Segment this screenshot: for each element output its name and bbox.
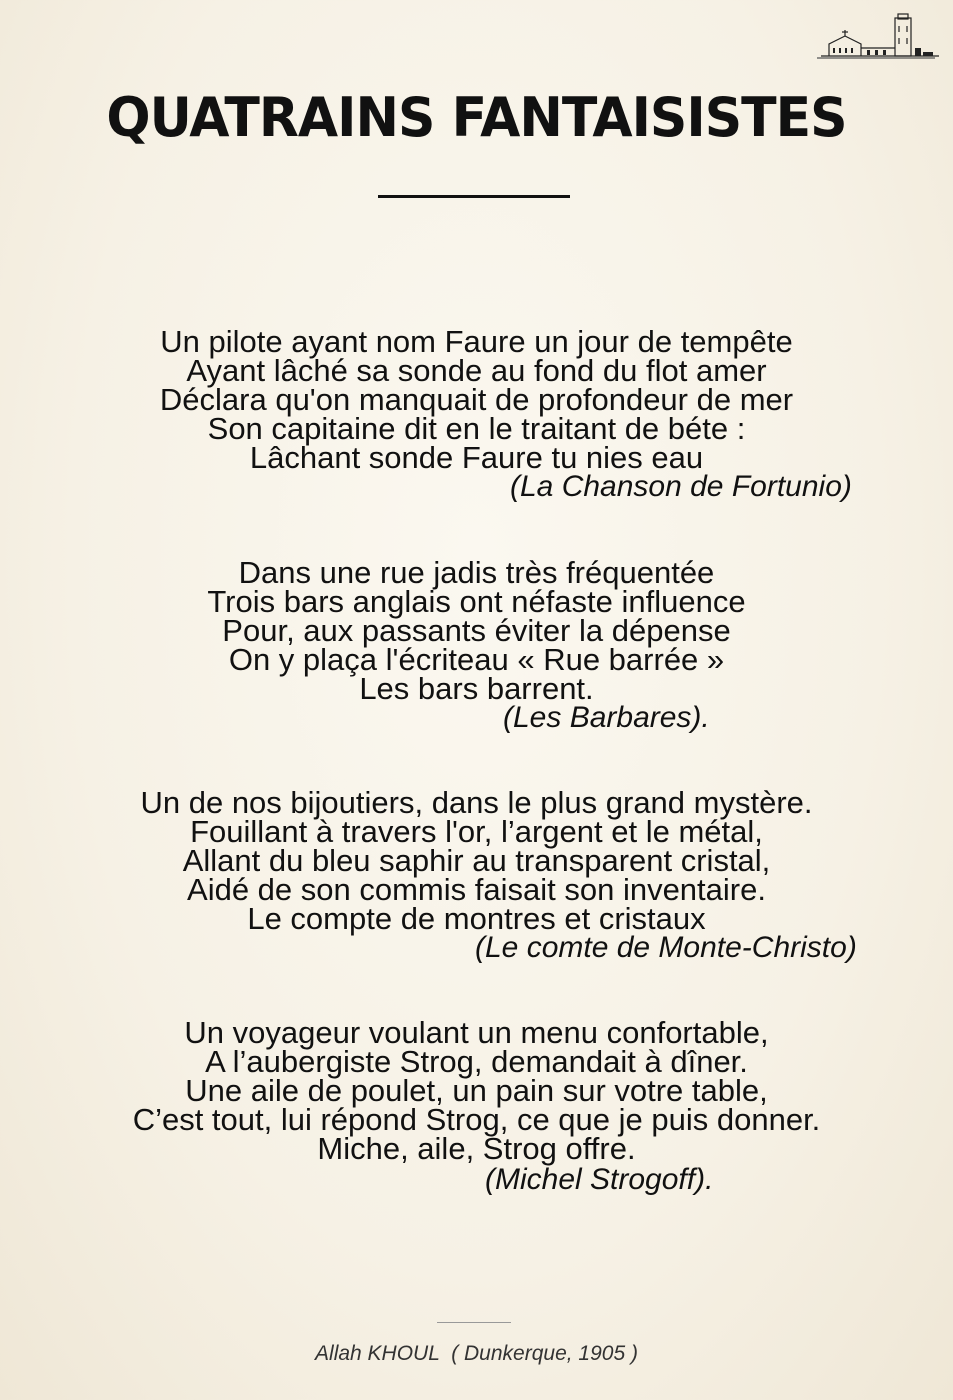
poem-line: Une aile de poulet, un pain sur votre table, [185,1073,768,1108]
poem-line: Aidé de son commis faisait son inventaire. [187,872,766,907]
poem-line: Dans une rue jadis très fréquentée [238,555,715,590]
poem-source: (Les Barbares). [503,701,710,734]
poem-line: Trois bars anglais ont néfaste influence [207,584,746,619]
poem-line: Le compte de montres et cristaux [247,901,706,936]
poem-4 [0,1015,953,1196]
poem-2 [0,555,953,734]
poem-line: Fouillant à travers l'or, l’argent et le métal, [190,814,763,849]
poem-line: Allant du bleu saphir au transparent cristal, [182,843,771,878]
page-title: QUATRAINS FANTAISISTES [106,86,847,150]
church-logo [815,12,941,60]
poem-line: C’est tout, lui répond Strog, ce que je puis donner. [132,1102,821,1137]
poem-3 [0,785,953,964]
poem-source: (La Chanson de Fortunio) [510,470,852,503]
footer-divider [437,1322,511,1323]
poem-line: Ayant lâché sa sonde au fond du flot amer [186,353,767,388]
poem-line: Pour, aux passants éviter la dépense [222,613,731,648]
poem-line: Déclara qu'on manquait de profondeur de mer [159,382,794,417]
poem-source: (Michel Strogoff). [485,1163,714,1196]
poem-line: Un voyageur voulant un menu confortable, [184,1015,769,1050]
poem-line: Les bars barrent. [359,671,594,706]
poem-line: Son capitaine dit en le traitant de béte : [207,411,746,446]
poem-line: Lâchant sonde Faure tu nies eau [249,440,704,475]
poem-line: A l’aubergiste Strog, demandait à dîner. [205,1044,748,1079]
poem-line: Un pilote ayant nom Faure un jour de tempête [160,324,793,359]
poem-source: (Le comte de Monte-Christo) [475,931,857,964]
poem-line: Miche, aile, Strog offre. [317,1131,636,1166]
poem-1 [0,324,953,503]
poem-line: On y plaça l'écriteau « Rue barrée » [228,642,725,677]
author-credit: Allah KHOUL ( Dunkerque, 1905 ) [315,1342,638,1365]
title-divider [378,195,570,198]
poem-line: Un de nos bijoutiers, dans le plus grand mystère. [140,785,813,820]
